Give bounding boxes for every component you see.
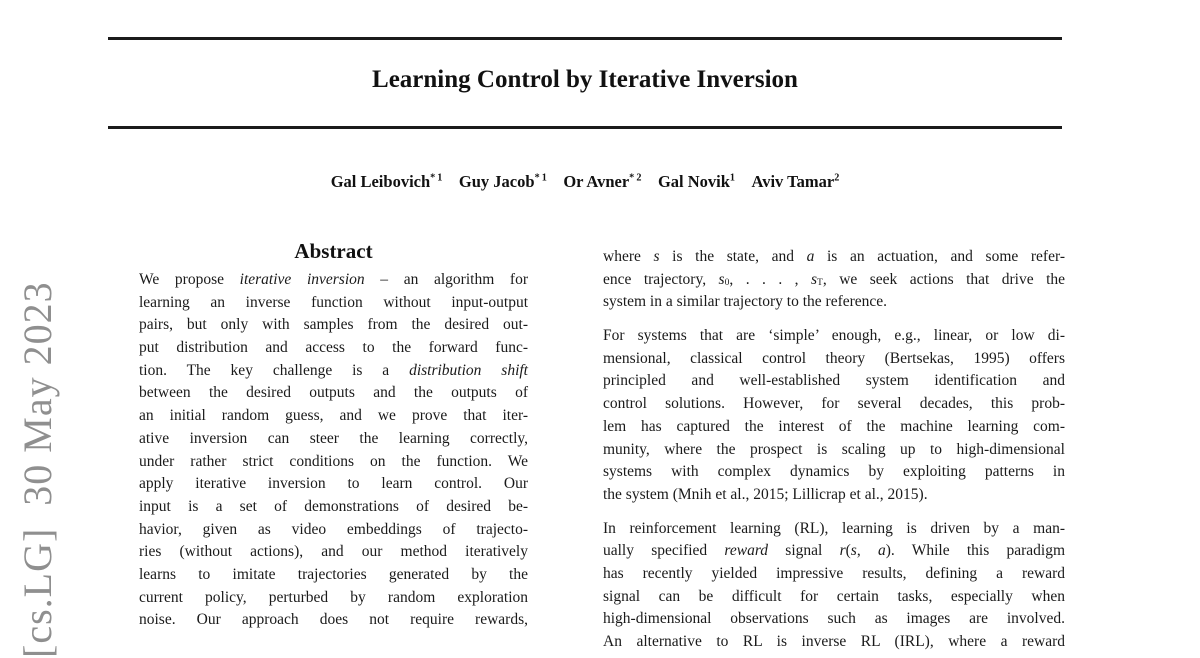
text-line: between the desired outputs and the outputs of bbox=[139, 384, 528, 402]
text-line: current policy, perturbed by random exploration bbox=[139, 588, 528, 606]
text-line: an initial random guess, and we prove that iter- bbox=[139, 407, 528, 425]
paper-title: Learning Control by Iterative Inversion bbox=[372, 66, 798, 93]
text-line: under rather strict conditions on the function. We bbox=[139, 452, 528, 470]
text-line: ually specified reward signal r(s, a). While this paradigm bbox=[603, 542, 1065, 560]
title-rule-bottom bbox=[108, 126, 1062, 129]
text-line: pairs, but only with samples from the desired out- bbox=[139, 316, 528, 334]
paragraph bbox=[603, 246, 1065, 314]
text-line: learning an inverse function without input-output bbox=[139, 293, 528, 311]
text-line: havior, given as video embeddings of trajecto- bbox=[139, 520, 528, 538]
text-line: We propose iterative inversion – an algorithm for bbox=[139, 271, 528, 288]
text-line: has recently yielded impressive results, defining a reward bbox=[603, 564, 1065, 582]
text-line: systems with complex dynamics by exploiting patterns in bbox=[603, 463, 1065, 481]
authors-line: Gal Leibovich$^{* 1}$ Guy Jacob$^{* 1}$ Or Avner$^{* 2}$ Gal Novik$^1$ Aviv Tamar$^2$ bbox=[330, 172, 840, 191]
intro-column bbox=[603, 246, 1065, 654]
text-line: system in a similar trajectory to the reference. bbox=[603, 293, 888, 311]
text-line: ence trajectory, $s_0$, . . . , $s_T$, we seek actions that drive the bbox=[603, 270, 1066, 289]
abstract-heading: Abstract bbox=[294, 239, 373, 263]
text-line: An alternative to RL is inverse RL (IRL), where a reward bbox=[603, 633, 1065, 650]
title-rule-top bbox=[108, 37, 1062, 40]
paragraph bbox=[603, 325, 1065, 507]
text-line: input is a set of demonstrations of desired be- bbox=[139, 497, 528, 515]
text-line: principled and well-established system identification and bbox=[603, 372, 1065, 390]
text-line: noise. Our approach does not require rewards, bbox=[139, 611, 528, 629]
text-line: the system (Mnih et al., 2015; Lillicrap et al., 2015). bbox=[603, 485, 928, 503]
text-line: ries (without actions), and our method iteratively bbox=[139, 543, 528, 561]
paragraph bbox=[139, 269, 528, 632]
paragraph bbox=[603, 518, 1065, 654]
text-line: tion. The key challenge is a distribution shift bbox=[139, 361, 528, 379]
arxiv-watermark: [cs.LG] 30 May 2023 bbox=[15, 281, 60, 658]
text-line: In reinforcement learning (RL), learning is driven by a man- bbox=[603, 519, 1065, 537]
text-line: signal can be difficult for certain tasks, especially when bbox=[603, 587, 1065, 605]
text-line: mensional, classical control theory (Bertsekas, 1995) offers bbox=[603, 349, 1065, 367]
text-line: munity, where the prospect is scaling up to high-dimensional bbox=[603, 440, 1065, 458]
text-line: ative inversion can steer the learning correctly, bbox=[139, 429, 528, 447]
text-line: For systems that are ‘simple’ enough, e.g., linear, or low di- bbox=[603, 327, 1065, 345]
text-line: high-dimensional observations such as images are involved. bbox=[603, 610, 1065, 628]
text-line: where s is the state, and a is an actuation, and some refer- bbox=[603, 248, 1065, 265]
abstract-column bbox=[139, 269, 528, 632]
text-line: lem has captured the interest of the machine learning com- bbox=[603, 417, 1065, 435]
text-line: apply iterative inversion to learn control. Our bbox=[139, 475, 528, 493]
text-line: put distribution and access to the forward func- bbox=[139, 339, 528, 357]
text-line: learns to imitate trajectories generated by the bbox=[139, 565, 528, 583]
text-line: control solutions. However, for several decades, this prob- bbox=[603, 395, 1065, 413]
